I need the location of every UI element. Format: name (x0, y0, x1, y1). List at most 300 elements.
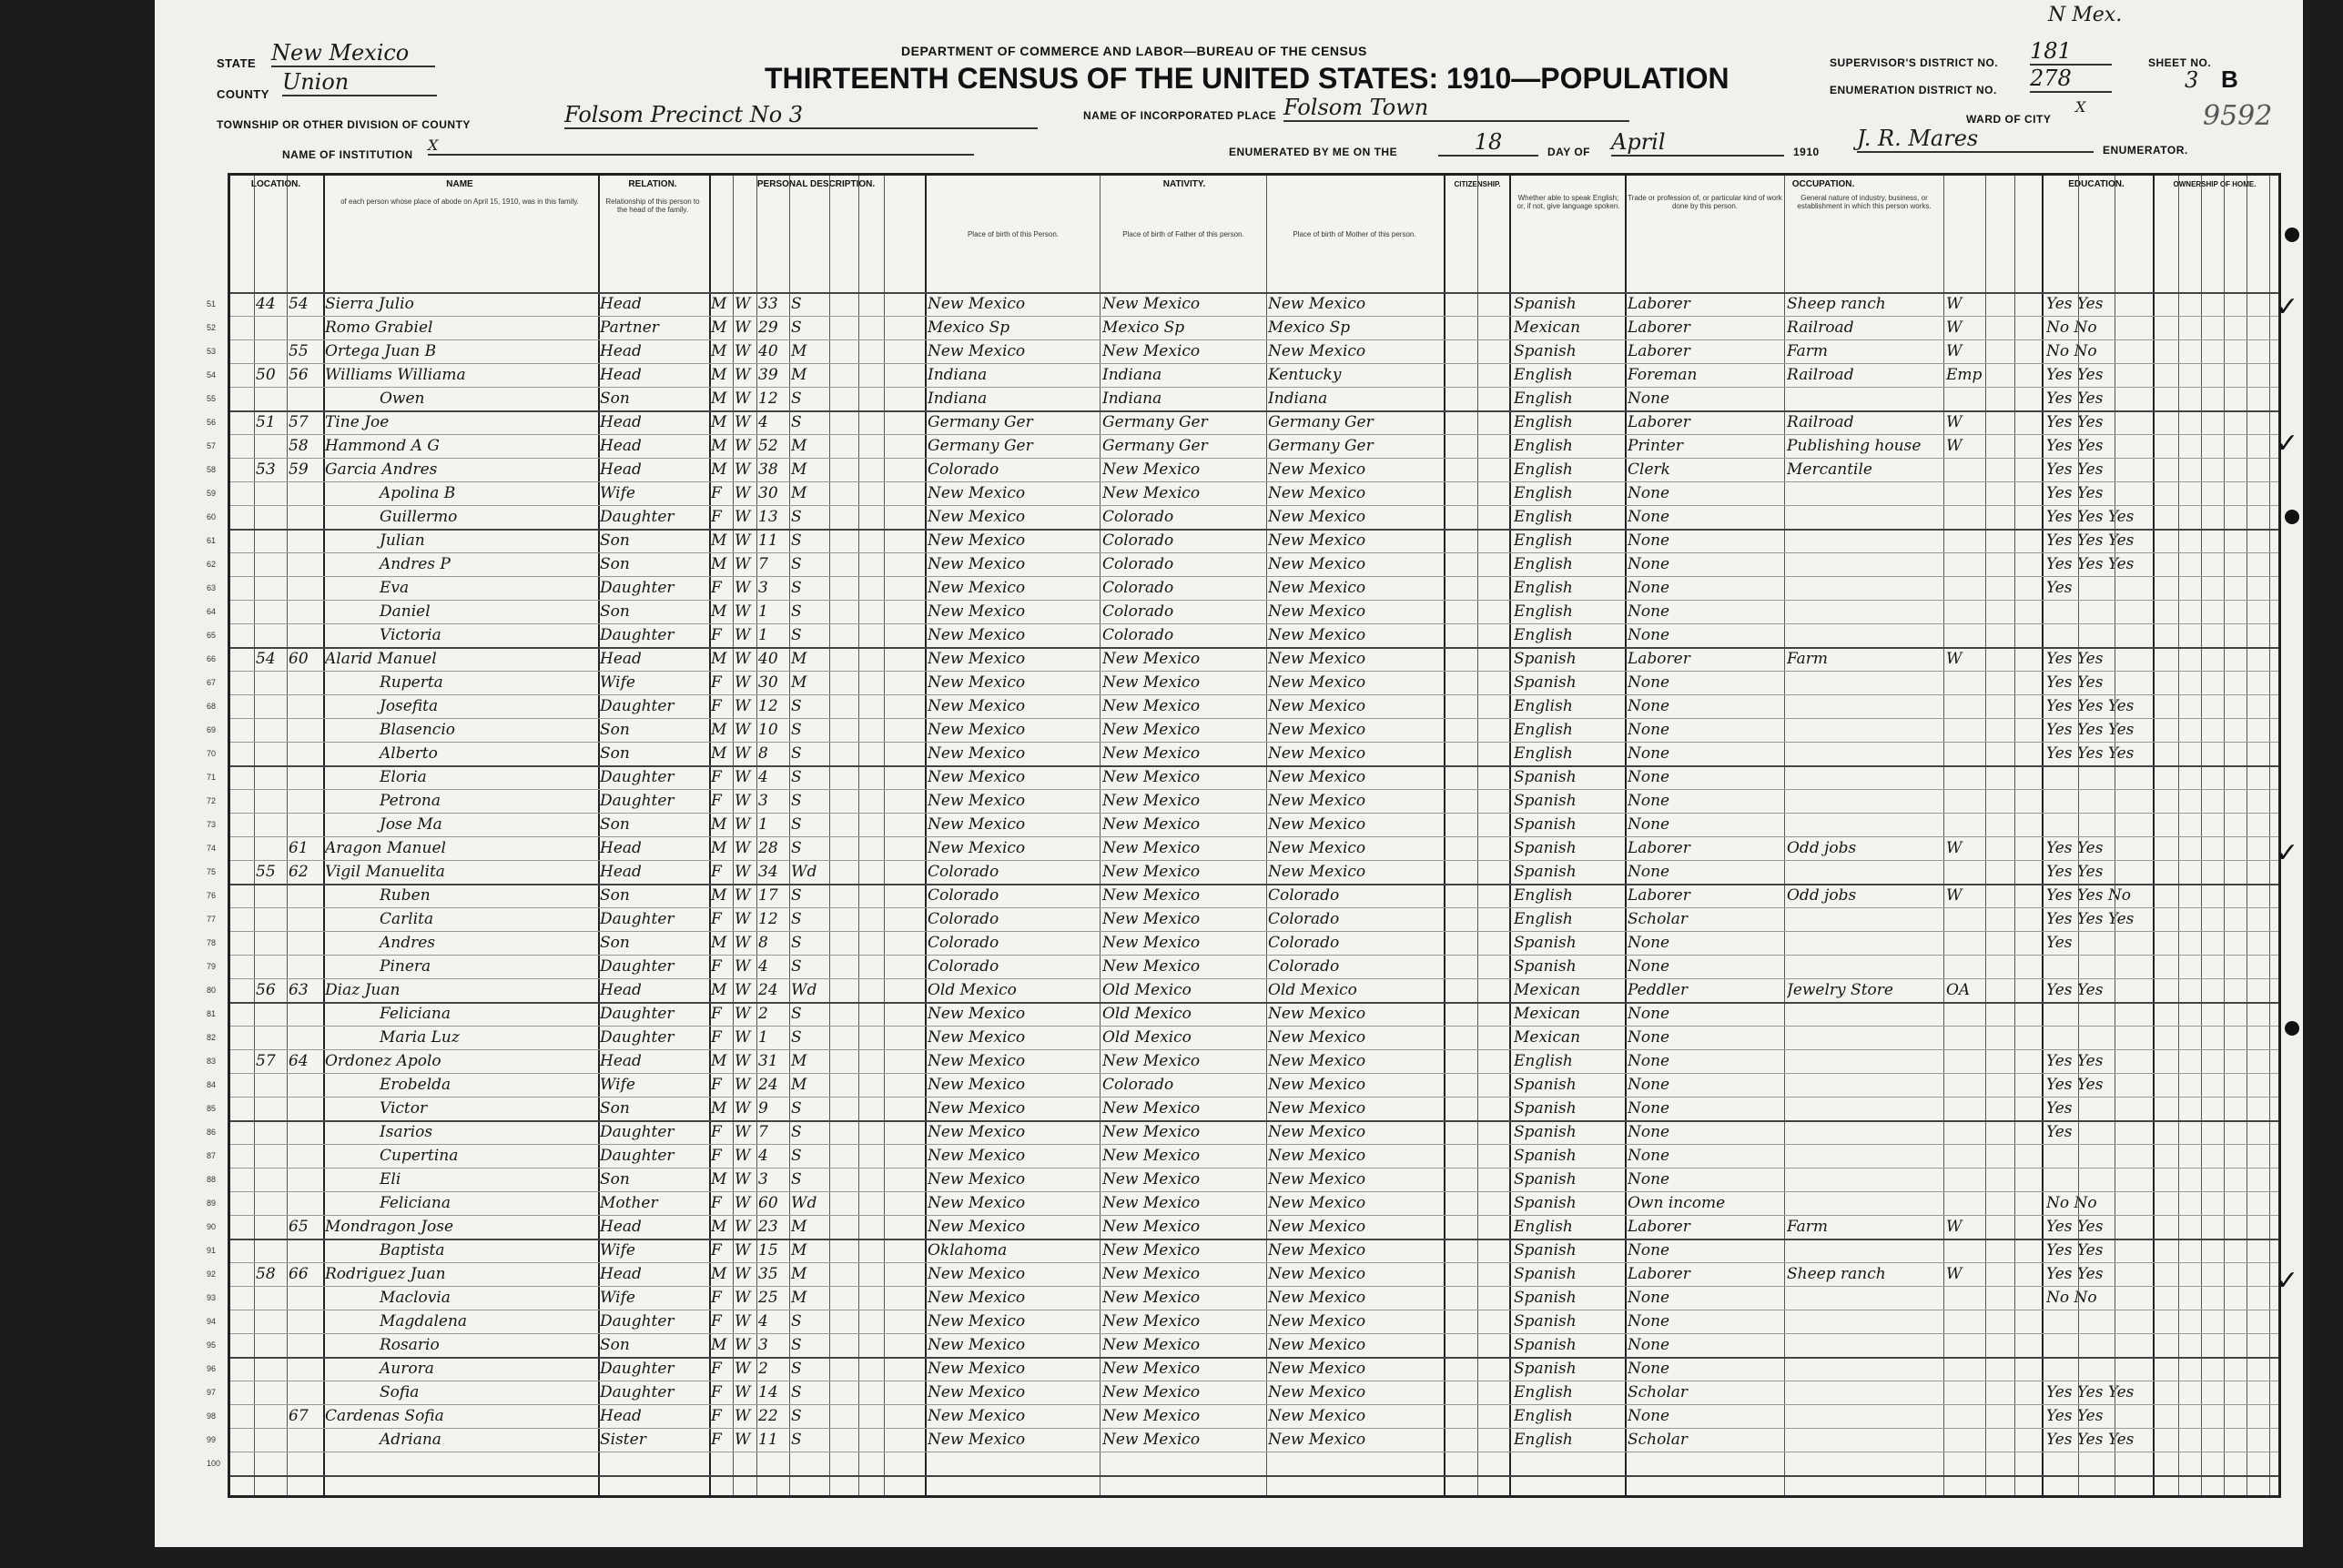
cell-rel: Head (600, 1052, 642, 1070)
cell-ms: S (791, 1383, 802, 1401)
cell-sex: F (711, 1360, 722, 1378)
cell-lang: Spanish (1514, 1289, 1577, 1307)
cell-race: W (735, 1360, 751, 1378)
cell-bm: New Mexico (1268, 1194, 1366, 1212)
line-number: 55 (207, 394, 217, 403)
cell-sex: F (711, 697, 722, 715)
row-rule (230, 387, 2278, 388)
check-mark: ✓ (2276, 428, 2299, 460)
section-relation: RELATION. (628, 179, 677, 189)
cell-age: 2 (758, 1005, 768, 1023)
cell-bf: Old Mexico (1102, 1028, 1192, 1047)
row-rule (230, 789, 2278, 790)
cell-name: Maria Luz (380, 1028, 460, 1047)
cell-trade: None (1628, 815, 1670, 834)
cell-sex: F (711, 1123, 722, 1141)
cell-name: Eloria (380, 768, 427, 786)
cell-bm: New Mexico (1268, 1407, 1366, 1425)
cell-name: Garcia Andres (325, 460, 438, 479)
enumerator-label: ENUMERATOR. (2103, 144, 2188, 157)
column-rule (2014, 176, 2015, 1495)
cell-lang: English (1514, 886, 1573, 905)
cell-name: Andres (380, 934, 436, 952)
cell-sex: M (711, 389, 727, 408)
cell-ed: Yes (2046, 934, 2073, 952)
cell-rel: Daughter (600, 1123, 674, 1141)
cell-trade: None (1628, 1360, 1670, 1378)
cell-rel: Daughter (600, 957, 674, 976)
state-label: STATE (217, 56, 257, 70)
cell-bf: New Mexico (1102, 721, 1201, 739)
cell-age: 15 (758, 1241, 778, 1259)
cell-age: 30 (758, 673, 778, 692)
stamp-number: 9592 (2203, 100, 2273, 132)
row-rule (230, 1333, 2278, 1334)
cell-lang: Mexican (1514, 1005, 1581, 1023)
cell-trade: None (1628, 1099, 1670, 1118)
line-number: 85 (207, 1104, 217, 1113)
cell-age: 24 (758, 1076, 778, 1094)
cell-age: 28 (758, 839, 778, 857)
cell-sex: M (711, 1052, 727, 1070)
section-education: EDUCATION. (2068, 179, 2125, 189)
cell-race: W (735, 1241, 751, 1259)
cell-ms: S (791, 934, 802, 952)
check-mark: ✓ (2276, 837, 2299, 869)
cell-trade: None (1628, 602, 1670, 621)
cell-trade: None (1628, 1407, 1670, 1425)
column-rule (1477, 176, 1478, 1495)
cell-trade: None (1628, 934, 1670, 952)
cell-bm: Colorado (1268, 886, 1340, 905)
cell-sex: F (711, 1312, 722, 1330)
cell-sex: M (711, 531, 727, 550)
cell-bp: New Mexico (928, 673, 1026, 692)
row-rule (230, 1144, 2278, 1145)
line-number: 95 (207, 1340, 217, 1350)
cell-ms: S (791, 508, 802, 526)
line-number: 87 (207, 1151, 217, 1160)
cell-lang: English (1514, 389, 1573, 408)
cell-lang: English (1514, 1383, 1573, 1401)
cell-bm: New Mexico (1268, 1336, 1366, 1354)
cell-ms: S (791, 319, 802, 337)
cell-ed: Yes Yes (2046, 437, 2104, 455)
cell-rel: Head (600, 460, 642, 479)
cell-ms: S (791, 768, 802, 786)
cell-rel: Head (600, 1218, 642, 1236)
cell-rel: Son (600, 934, 630, 952)
cell-ms: M (791, 1289, 807, 1307)
cell-bf: Colorado (1102, 508, 1174, 526)
cell-bp: Colorado (928, 863, 999, 881)
cell-bm: New Mexico (1268, 1123, 1366, 1141)
section-nativity: NATIVITY. (1162, 179, 1206, 189)
cell-sex: F (711, 508, 722, 526)
cell-rel: Head (600, 1407, 642, 1425)
cell-name: Magdalena (380, 1312, 468, 1330)
cell-ed: Yes Yes Yes (2046, 697, 2135, 715)
line-number: 72 (207, 796, 217, 805)
line-number: 65 (207, 631, 217, 640)
cell-age: 1 (758, 815, 768, 834)
cell-bm: New Mexico (1268, 460, 1366, 479)
row-rule (230, 978, 2278, 979)
cell-name: Andres P (380, 555, 451, 573)
cell-race: W (735, 934, 751, 952)
cell-trade: Foreman (1628, 366, 1698, 384)
cell-bf: New Mexico (1102, 484, 1201, 502)
cell-name: Cupertina (380, 1147, 459, 1165)
cell-sex: F (711, 579, 722, 597)
cell-bm: New Mexico (1268, 555, 1366, 573)
cell-ed: Yes Yes Yes (2046, 508, 2135, 526)
cell-lang: Spanish (1514, 1312, 1577, 1330)
cell-race: W (735, 366, 751, 384)
cell-bp: Colorado (928, 460, 999, 479)
cell-age: 1 (758, 1028, 768, 1047)
cell-rel: Son (600, 721, 630, 739)
line-number: 93 (207, 1293, 217, 1302)
cell-race: W (735, 1147, 751, 1165)
cell-bp: New Mexico (928, 839, 1026, 857)
cell-emp: W (1946, 1265, 1963, 1283)
cell-rel: Head (600, 839, 642, 857)
cell-race: W (735, 626, 751, 644)
enumerator-signature: J. R. Mares (1857, 126, 2094, 153)
cell-bp: Old Mexico (928, 981, 1017, 999)
cell-lang: English (1514, 413, 1573, 431)
cell-bp: New Mexico (928, 1123, 1026, 1141)
line-number: 51 (207, 299, 217, 309)
cell-age: 3 (758, 1170, 768, 1189)
cell-bf: New Mexico (1102, 460, 1201, 479)
sheet-value: 3 (2185, 67, 2199, 93)
cell-fam: 67 (289, 1407, 309, 1425)
cell-trade: None (1628, 1028, 1670, 1047)
row-rule (230, 1286, 2278, 1287)
row-rule (230, 1357, 2278, 1359)
cell-bm: New Mexico (1268, 1241, 1366, 1259)
line-number: 99 (207, 1435, 217, 1444)
cell-sex: M (711, 721, 727, 739)
cell-bp: New Mexico (928, 1194, 1026, 1212)
cell-name: Petrona (380, 792, 441, 810)
cell-race: W (735, 768, 751, 786)
cell-trade: None (1628, 1147, 1670, 1165)
cell-fam: 56 (289, 366, 309, 384)
cell-rel: Daughter (600, 910, 674, 928)
cell-lang: English (1514, 697, 1573, 715)
cell-bp: New Mexico (928, 295, 1026, 313)
cell-race: W (735, 815, 751, 834)
cell-ms: S (791, 295, 802, 313)
cell-bm: New Mexico (1268, 295, 1366, 313)
cell-race: W (735, 531, 751, 550)
line-number: 78 (207, 938, 217, 947)
row-rule (230, 1026, 2278, 1027)
cell-bm: New Mexico (1268, 1289, 1366, 1307)
cell-trade: None (1628, 863, 1670, 881)
cell-bm: New Mexico (1268, 697, 1366, 715)
cell-bf: Colorado (1102, 1076, 1174, 1094)
cell-ed: Yes Yes (2046, 1265, 2104, 1283)
line-number: 96 (207, 1364, 217, 1373)
cell-sex: F (711, 1289, 722, 1307)
cell-dw: 50 (256, 366, 276, 384)
cell-ed: No No (2046, 1194, 2097, 1212)
cell-bm: New Mexico (1268, 342, 1366, 360)
cell-name: Eli (380, 1170, 401, 1189)
cell-race: W (735, 1099, 751, 1118)
cell-ed: Yes Yes (2046, 650, 2104, 668)
row-rule (230, 434, 2278, 435)
cell-rel: Wife (600, 673, 635, 692)
column-rule (1985, 176, 1986, 1495)
row-rule (230, 1404, 2278, 1405)
cell-sex: M (711, 342, 727, 360)
cell-race: W (735, 413, 751, 431)
cell-lang: Spanish (1514, 957, 1577, 976)
cell-bm: New Mexico (1268, 1147, 1366, 1165)
column-rule (1625, 176, 1627, 1495)
cell-race: W (735, 460, 751, 479)
cell-emp: W (1946, 437, 1963, 455)
institution-value: X (428, 137, 974, 156)
cell-bf: New Mexico (1102, 1123, 1201, 1141)
section-personal: PERSONAL DESCRIPTION. (756, 179, 876, 189)
row-rule (230, 1002, 2278, 1004)
cell-ed: Yes Yes (2046, 1407, 2104, 1425)
cell-sex: F (711, 1407, 722, 1425)
cell-lang: English (1514, 484, 1573, 502)
cell-race: W (735, 673, 751, 692)
cell-trade: Laborer (1628, 1218, 1690, 1236)
cell-ind: Farm (1787, 342, 1829, 360)
cell-rel: Wife (600, 1241, 635, 1259)
row-rule (230, 1262, 2278, 1263)
cell-bf: Old Mexico (1102, 1005, 1192, 1023)
cell-ms: M (791, 342, 807, 360)
cell-trade: None (1628, 792, 1670, 810)
cell-sex: M (711, 295, 727, 313)
cell-name: Ruperta (380, 673, 443, 692)
line-number: 63 (207, 583, 217, 592)
cell-ind: Sheep ranch (1787, 1265, 1886, 1283)
cell-bp: Germany Ger (928, 413, 1033, 431)
cell-trade: Peddler (1628, 981, 1689, 999)
cell-lang: English (1514, 1407, 1573, 1425)
cell-name: Sierra Julio (325, 295, 414, 313)
cell-lang: English (1514, 1218, 1573, 1236)
cell-bm: New Mexico (1268, 1431, 1366, 1449)
line-number: 81 (207, 1009, 217, 1018)
cell-name: Ordonez Apolo (325, 1052, 441, 1070)
cell-bf: New Mexico (1102, 934, 1201, 952)
cell-sex: M (711, 815, 727, 834)
cell-lang: English (1514, 1431, 1573, 1449)
row-rule (230, 1428, 2278, 1429)
cell-age: 11 (758, 1431, 778, 1449)
cell-dw: 56 (256, 981, 276, 999)
cell-ms: S (791, 1336, 802, 1354)
cell-bf: New Mexico (1102, 744, 1201, 763)
cell-bp: New Mexico (928, 1360, 1026, 1378)
cell-race: W (735, 555, 751, 573)
cell-bp: Colorado (928, 910, 999, 928)
cell-trade: Laborer (1628, 295, 1690, 313)
cell-rel: Daughter (600, 1360, 674, 1378)
cell-bm: Germany Ger (1268, 413, 1374, 431)
column-rule (2153, 176, 2155, 1495)
cell-age: 10 (758, 721, 778, 739)
line-number: 56 (207, 418, 217, 427)
cell-race: W (735, 1312, 751, 1330)
relation-desc: Relationship of this person to the head of the family. (605, 197, 700, 214)
cell-trade: Scholar (1628, 1431, 1689, 1449)
cell-bf: New Mexico (1102, 839, 1201, 857)
cell-race: W (735, 342, 751, 360)
cell-race: W (735, 650, 751, 668)
cell-lang: Spanish (1514, 1123, 1577, 1141)
cell-bf: Colorado (1102, 555, 1174, 573)
cell-ms: Wd (791, 1194, 817, 1212)
cell-age: 35 (758, 1265, 778, 1283)
section-occupation: OCCUPATION. (1791, 179, 1855, 189)
cell-bf: Colorado (1102, 579, 1174, 597)
cell-fam: 55 (289, 342, 309, 360)
cell-bm: New Mexico (1268, 650, 1366, 668)
row-rule (230, 813, 2278, 814)
cell-bf: New Mexico (1102, 792, 1201, 810)
line-number: 66 (207, 654, 217, 663)
cell-lang: English (1514, 555, 1573, 573)
cell-rel: Head (600, 1265, 642, 1283)
corner-note: N Mex. (2048, 4, 2123, 26)
column-rule (287, 176, 288, 1495)
cell-name: Julian (380, 531, 425, 550)
cell-ms: M (791, 673, 807, 692)
place-label: NAME OF INCORPORATED PLACE (1083, 109, 1277, 122)
cell-trade: None (1628, 1312, 1670, 1330)
cell-lang: Spanish (1514, 295, 1577, 313)
cell-bm: Indiana (1268, 389, 1328, 408)
cell-name: Williams Williama (325, 366, 466, 384)
cell-lang: Spanish (1514, 1194, 1577, 1212)
line-number: 83 (207, 1057, 217, 1066)
cell-sex: M (711, 437, 727, 455)
section-ownership: OWNERSHIP OF HOME. (2173, 180, 2257, 188)
cell-age: 1 (758, 602, 768, 621)
cell-bf: New Mexico (1102, 957, 1201, 976)
check-mark: ✓ (2276, 1265, 2299, 1297)
cell-trade: None (1628, 721, 1670, 739)
cell-bm: New Mexico (1268, 815, 1366, 834)
cell-rel: Head (600, 863, 642, 881)
cell-race: W (735, 863, 751, 881)
cell-bm: Germany Ger (1268, 437, 1374, 455)
cell-rel: Son (600, 744, 630, 763)
cell-bp: New Mexico (928, 602, 1026, 621)
cell-age: 3 (758, 579, 768, 597)
cell-fam: 64 (289, 1052, 309, 1070)
row-rule (230, 363, 2278, 364)
cell-bf: New Mexico (1102, 1383, 1201, 1401)
cell-bf: New Mexico (1102, 1194, 1201, 1212)
cell-race: W (735, 721, 751, 739)
form-title: THIRTEENTH CENSUS OF THE UNITED STATES: 1910—POPULATION (765, 62, 1729, 95)
cell-sex: M (711, 555, 727, 573)
cell-trade: None (1628, 484, 1670, 502)
cell-race: W (735, 484, 751, 502)
cell-rel: Wife (600, 1076, 635, 1094)
cell-bf: New Mexico (1102, 650, 1201, 668)
cell-lang: Spanish (1514, 1076, 1577, 1094)
cell-sex: F (711, 863, 722, 881)
day-of-label: DAY OF (1547, 146, 1591, 158)
cell-name: Baptista (380, 1241, 445, 1259)
cell-name: Tine Joe (325, 413, 390, 431)
cell-ed: Yes (2046, 579, 2073, 597)
cell-age: 29 (758, 319, 778, 337)
cell-sex: M (711, 744, 727, 763)
cell-bf: New Mexico (1102, 1336, 1201, 1354)
cell-name: Blasencio (380, 721, 455, 739)
cell-bp: New Mexico (928, 792, 1026, 810)
cell-fam: 59 (289, 460, 309, 479)
cell-name: Jose Ma (380, 815, 442, 834)
cell-name: Carlita (380, 910, 434, 928)
enumerated-label: ENUMERATED BY ME ON THE (1229, 146, 1398, 158)
sheet-side: B (2221, 66, 2238, 93)
line-number: 100 (207, 1459, 221, 1468)
cell-ed: Yes Yes (2046, 295, 2104, 313)
header-rule (230, 292, 2278, 294)
cell-trade: Clerk (1628, 460, 1670, 479)
cell-lang: Spanish (1514, 673, 1577, 692)
cell-age: 25 (758, 1289, 778, 1307)
cell-race: W (735, 1265, 751, 1283)
cell-bf: New Mexico (1102, 673, 1201, 692)
cell-ed: Yes Yes (2046, 863, 2104, 881)
state-value: New Mexico (271, 40, 435, 67)
cell-emp: OA (1946, 981, 1971, 999)
cell-bf: New Mexico (1102, 1147, 1201, 1165)
cell-ed: No No (2046, 1289, 2097, 1307)
cell-trade: Laborer (1628, 839, 1690, 857)
check-mark: ✓ (2276, 291, 2299, 323)
cell-age: 8 (758, 744, 768, 763)
cell-bf: Colorado (1102, 602, 1174, 621)
cell-ms: M (791, 437, 807, 455)
cell-age: 4 (758, 957, 768, 976)
cell-ed: Yes Yes (2046, 484, 2104, 502)
cell-lang: Spanish (1514, 863, 1577, 881)
cell-name: Cardenas Sofia (325, 1407, 444, 1425)
cell-lang: English (1514, 744, 1573, 763)
cell-trade: None (1628, 768, 1670, 786)
cell-ed: Yes Yes Yes (2046, 744, 2135, 763)
cell-ed: Yes (2046, 1123, 2073, 1141)
cell-name: Maclovia (380, 1289, 451, 1307)
cell-bf: New Mexico (1102, 1170, 1201, 1189)
cell-trade: None (1628, 555, 1670, 573)
row-rule (230, 576, 2278, 577)
column-rule (1509, 176, 1511, 1495)
line-number: 88 (207, 1175, 217, 1184)
row-rule (230, 1475, 2278, 1477)
cell-bm: New Mexico (1268, 863, 1366, 881)
